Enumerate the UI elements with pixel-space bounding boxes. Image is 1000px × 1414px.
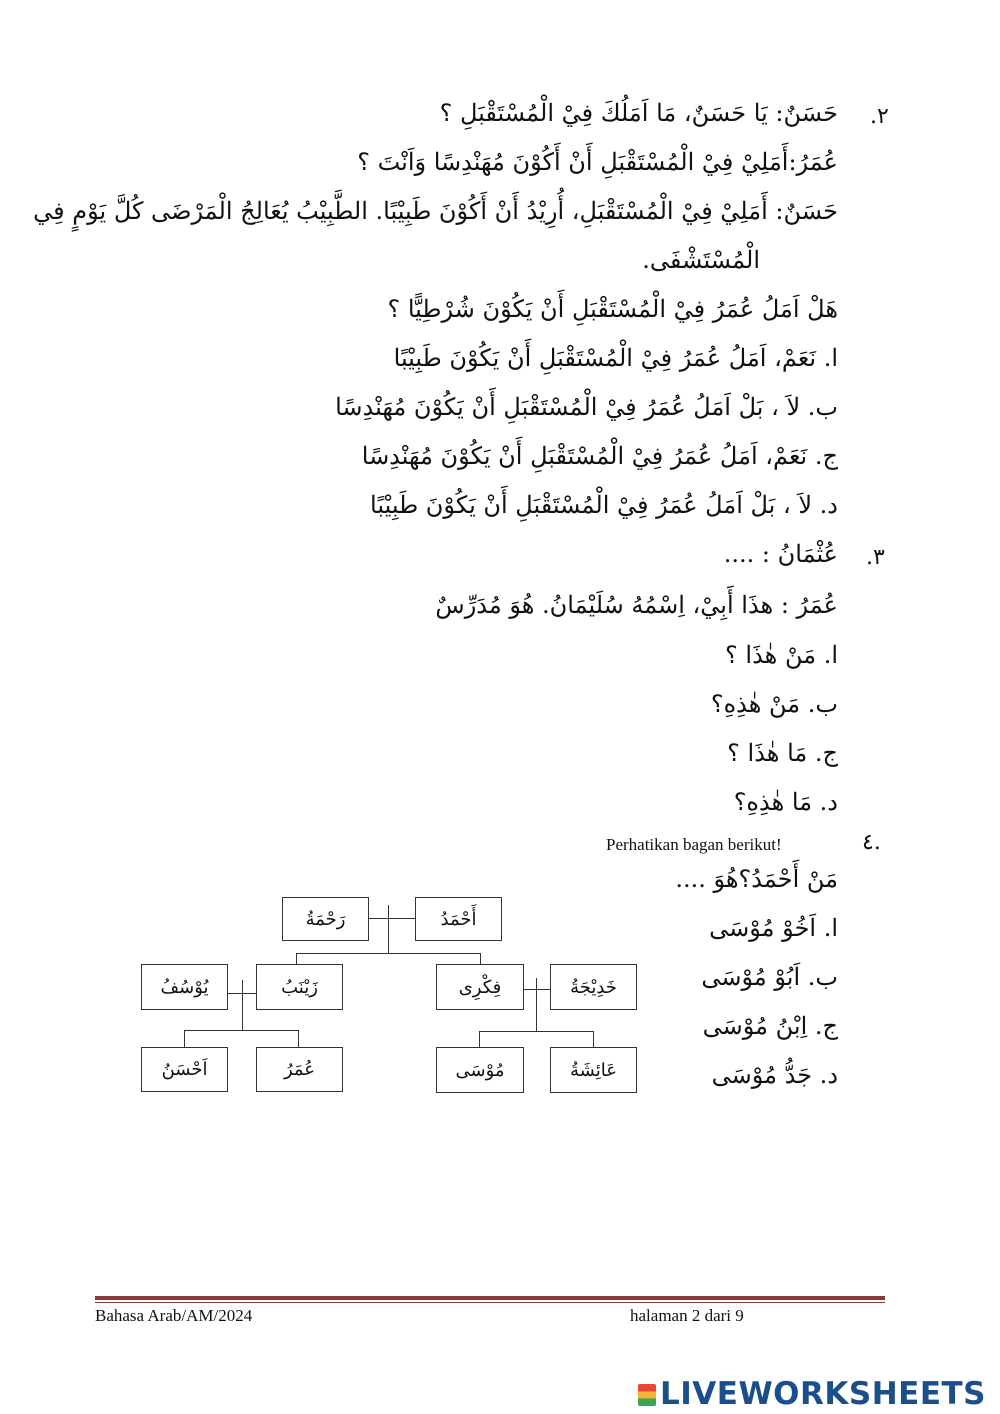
tree-box-ahmad: أَحْمَدُ [415,897,502,941]
q2-question: هَلْ اَمَلُ عُمَرُ فِيْ الْمُسْتَقْبَلِ أَنْ يَكُوْنَ شُرْطِيًّا ؟ [387,295,838,323]
tree-line [388,905,389,953]
q2-option-d[interactable]: د. لاَ ، بَلْ اَمَلُ عُمَرُ فِيْ الْمُسْتَقْبَلِ أَنْ يَكُوْنَ طَبِيْبًا [370,491,838,519]
tree-line [479,1031,593,1032]
tree-line [480,953,481,964]
footer-rule-thin [95,1302,885,1303]
q3-number: ٣. [866,545,885,570]
tree-box-yusuf: يُوْسُفُ [141,964,228,1010]
q4-option-b[interactable]: ب. اَبُوْ مُوْسَى [701,963,838,991]
q3-line-1: عُثْمَانُ : .... [723,540,838,568]
q3-option-d[interactable]: د. مَا هٰذِهِ؟ [733,788,838,816]
tree-line [479,1031,480,1048]
footer-left: Bahasa Arab/AM/2024 [95,1306,253,1325]
tree-line [296,953,480,954]
footer-right: halaman 2 dari 9 [630,1306,744,1325]
q2-option-c[interactable]: ج. نَعَمْ، اَمَلُ عُمَرُ فِيْ الْمُسْتَقْبَلِ أَنْ يَكُوْنَ مُهَنْدِسًا [361,442,838,470]
q3-option-c[interactable]: ج. مَا هٰذَا ؟ [727,739,838,767]
tree-line [593,1031,594,1048]
tree-line [184,1030,298,1031]
tree-box-umar: عُمَرُ [256,1047,343,1092]
tree-line [184,1030,185,1047]
tree-box-rahmah: رَحْمَةُ [282,897,369,941]
tree-box-musa: مُوْسَى [436,1047,524,1093]
tree-box-fikri: فِكْرِى [436,964,524,1010]
tree-line [369,918,415,919]
footer-rule [95,1296,885,1300]
q2-number: ٢. [870,104,889,129]
q2-line-3: حَسَنٌ: أَمَلِيْ فِيْ الْمُسْتَقْبَلِ، أُرِيْدُ أَنْ أَكُوْنَ طَبِيْبًا. الطَّبِيْبُ يُعَالِجُ الْمَرْضَى كُلَّ يَوْمٍ فِي [33,197,838,225]
tree-line [536,978,537,1031]
tree-line [524,989,550,990]
q3-option-b[interactable]: ب. مَنْ هٰذِهِ؟ [710,690,838,718]
tree-line [242,980,243,1030]
q4-instruction: Perhatikan bagan berikut! [606,835,782,854]
logo-icon [638,1384,656,1406]
q2-option-a[interactable]: ا. نَعَمْ، اَمَلُ عُمَرُ فِيْ الْمُسْتَقْبَلِ أَنْ يَكُوْنَ طَبِيْبًا [393,344,838,372]
q2-line-2: عُمَرُ:أَمَلِيْ فِيْ الْمُسْتَقْبَلِ أَنْ أَكُوْنَ مُهَنْدِسًا وَاَنْتَ ؟ [357,148,838,176]
q4-question: مَنْ أَحْمَدُ؟هُوَ .... [675,865,838,893]
liveworksheets-logo[interactable] [638,1376,986,1412]
tree-box-hasan: اَحْسَنُ [141,1047,228,1092]
tree-box-khadijah: خَدِيْجَةُ [550,964,637,1010]
q4-option-a[interactable]: ا. اَخُوْ مُوْسَى [709,914,838,942]
tree-line [298,1030,299,1047]
q2-line-4: الْمُسْتَشْفَى. [642,246,760,274]
tree-box-zainab: زَيْنَبُ [256,964,343,1010]
q2-option-b[interactable]: ب. لاَ ، بَلْ اَمَلُ عُمَرُ فِيْ الْمُسْتَقْبَلِ أَنْ يَكُوْنَ مُهَنْدِسًا [335,393,838,421]
brand-text: LIVEWORKSHEETS [660,1376,986,1412]
q3-option-a[interactable]: ا. مَنْ هٰذَا ؟ [725,641,838,669]
q4-option-d[interactable]: د. جَدُّ مُوْسَى [711,1061,838,1089]
q4-number: .٤ [862,830,881,855]
tree-box-aisyah: عَائِشَةُ [550,1047,637,1093]
tree-line [296,953,297,964]
q2-line-1: حَسَنٌ: يَا حَسَنٌ، مَا اَمَلُكَ فِيْ الْمُسْتَقْبَلِ ؟ [439,99,838,127]
q3-line-2: عُمَرُ : هذَا أَبِيْ، اِسْمُهُ سُلَيْمَانُ. هُوَ مُدَرِّسٌ [435,591,838,619]
q4-option-c[interactable]: ج. اِبْنُ مُوْسَى [702,1012,838,1040]
